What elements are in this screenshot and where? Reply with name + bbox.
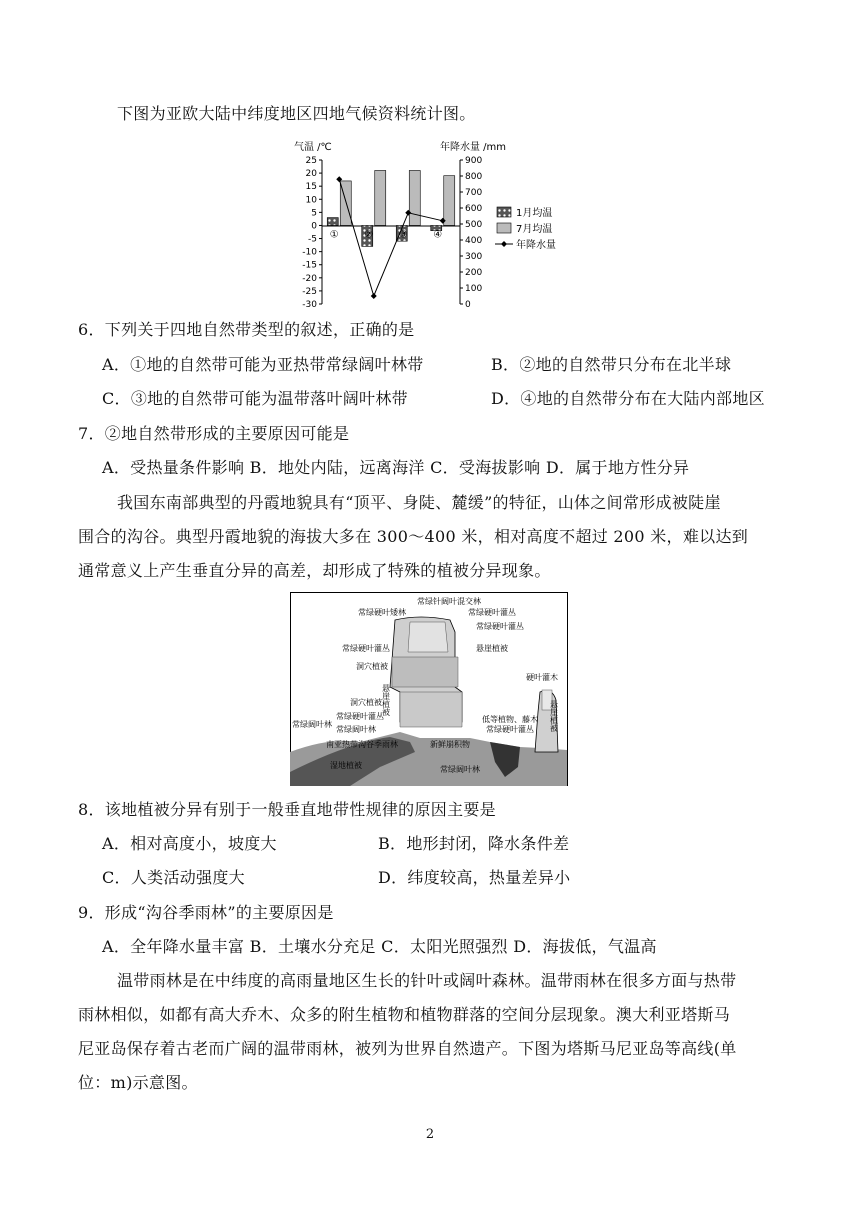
- label-cave2: 洞穴植被: [350, 698, 382, 707]
- category-label: ④: [433, 229, 443, 241]
- label-hard-shrub: 硬叶灌木: [526, 673, 558, 682]
- label-cliff-far: 悬崖植被: [549, 700, 559, 732]
- para2-line3: 通常意义上产生垂直分异的高差，却形成了特殊的植被分异现象。: [78, 561, 551, 580]
- label-shrub-low: 常绿硬叶灌丛: [336, 712, 384, 721]
- y-tick-label: 25: [305, 156, 317, 166]
- para3-line4: 位：m)示意图。: [78, 1073, 198, 1092]
- y-axis-label: 气温 /℃: [294, 142, 332, 153]
- legend-label-jul: 7月均温: [516, 224, 553, 235]
- label-broad-low: 常绿阔叶林: [336, 725, 376, 734]
- precip-point: [371, 293, 377, 299]
- y-tick-label: -25: [302, 286, 317, 297]
- intro-text: 下图为亚欧大陆中纬度地区四地气候资料统计图。: [117, 104, 476, 123]
- q9-stem: 9．形成“沟谷季雨林”的主要原因是: [78, 903, 334, 922]
- y2-axis-label: 年降水量 /mm: [440, 142, 507, 153]
- y2-tick-label: 300: [465, 252, 483, 262]
- label-cliff-r: 悬崖植被: [476, 644, 508, 653]
- y2-tick-label: 400: [465, 236, 483, 246]
- q8-option-c[interactable]: C．人类活动强度大: [102, 868, 245, 887]
- para2-line1: 我国东南部典型的丹霞地貌具有“顶平、身陡、麓缓”的特征，山体之间常形成被陡崖: [117, 493, 721, 512]
- category-label: ①: [329, 229, 339, 241]
- label-cliff-mid: 悬崖植被: [381, 684, 391, 716]
- y-tick-label: 20: [305, 169, 317, 180]
- label-evergreen-left: 常绿阔叶林: [292, 720, 332, 729]
- y-tick-label: 5: [311, 208, 317, 219]
- q6-stem: 6．下列关于四地自然带类型的叙述，正确的是: [78, 320, 415, 339]
- y-tick-label: -30: [302, 300, 317, 310]
- legend-swatch-jan: [497, 207, 511, 217]
- label-lower-plants: 低等植物、藤木: [482, 715, 538, 724]
- y-tick-label: 15: [305, 182, 317, 193]
- bar-jul: [444, 176, 455, 226]
- y2-tick-label: 800: [465, 172, 483, 182]
- y2-tick-label: 900: [465, 156, 483, 166]
- para3-line1: 温带雨林是在中纬度的高雨量地区生长的针叶或阔叶森林。温带雨林在很多方面与热带: [117, 971, 737, 990]
- label-shrub-r1: 常绿硬叶灌丛: [468, 608, 516, 617]
- label-deposit: 新鲜崩积物: [430, 740, 470, 749]
- label-scrub-top: 常绿硬叶矮林: [358, 608, 406, 617]
- category-label: ③: [398, 229, 408, 241]
- para3-line3: 尼亚岛保存着古老而广阔的温带雨林，被列为世界自然遗产。下图为塔斯马尼亚岛等高线(单: [78, 1039, 737, 1058]
- q8-option-a[interactable]: A．相对高度小，坡度大: [102, 834, 277, 853]
- legend-label-jan: 1月均温: [516, 208, 553, 219]
- q9-options[interactable]: A．全年降水量丰富 B．土壤水分充足 C．太阳光照强烈 D．海拔低，气温高: [102, 937, 657, 956]
- label-shrub-r2: 常绿硬叶灌丛: [476, 622, 524, 631]
- climate-chart: [292, 138, 592, 313]
- q8-option-d[interactable]: D．纬度较高，热量差异小: [378, 868, 571, 887]
- label-cave1: 洞穴植被: [356, 662, 388, 671]
- para2-line2: 围合的沟谷。典型丹霞地貌的海拔大多在 300～400 米，相对高度不超过 200 米，难以达到: [78, 527, 749, 546]
- y-tick-label: 0: [311, 221, 317, 232]
- y-tick-label: -10: [302, 247, 317, 258]
- q6-option-a[interactable]: A．①地的自然带可能为亚热带常绿阔叶林带: [102, 355, 424, 374]
- q6-option-c[interactable]: C．③地的自然带可能为温带落叶阔叶林带: [102, 389, 408, 408]
- q6-option-b[interactable]: B．②地的自然带只分布在北半球: [491, 355, 732, 374]
- y2-tick-label: 200: [465, 268, 483, 278]
- label-wetland: 湿地植被: [330, 761, 362, 770]
- para3-line2: 雨林相似，如都有高大乔木、众多的附生植物和植物群落的空间分层现象。澳大利亚塔斯马: [78, 1005, 731, 1024]
- bar-jul: [375, 170, 386, 225]
- q8-option-b[interactable]: B．地形封闭，降水条件差: [378, 834, 570, 853]
- q6-option-d[interactable]: D．④地的自然带分布在大陆内部地区: [491, 389, 765, 408]
- q7-options[interactable]: A．受热量条件影响 B．地处内陆，远离海洋 C．受海拔影响 D．属于地方性分异: [102, 458, 690, 477]
- page-number: 2: [425, 1127, 435, 1142]
- q7-stem: 7．②地自然带形成的主要原因可能是: [78, 424, 350, 443]
- bar-jan: [327, 218, 338, 226]
- y-tick-label: 10: [305, 195, 317, 206]
- label-top: 常绿针阔叶混交林: [417, 597, 481, 606]
- y2-tick-label: 700: [465, 188, 483, 198]
- label-shrub-l: 常绿硬叶灌丛: [342, 644, 390, 653]
- legend-swatch-jul: [497, 223, 511, 233]
- danxia-vegetation-diagram: [290, 592, 568, 786]
- y2-tick-label: 0: [465, 300, 471, 310]
- label-monsoon: 南亚热带沟谷季雨林: [326, 740, 398, 749]
- y2-tick-label: 100: [465, 284, 483, 294]
- category-label: ②: [364, 229, 374, 241]
- q8-stem: 8．该地植被分异有别于一般垂直地带性规律的原因主要是: [78, 800, 496, 819]
- y-tick-label: -15: [302, 260, 317, 271]
- label-bottom-forest: 常绿阔叶林: [440, 765, 480, 774]
- bar-jul: [409, 170, 420, 225]
- y-tick-label: -20: [302, 273, 317, 284]
- label-shrub-low2: 常绿硬叶灌丛: [486, 725, 534, 734]
- legend-label-precip: 年降水量: [516, 240, 556, 251]
- y2-tick-label: 600: [465, 204, 483, 214]
- y2-tick-label: 500: [465, 220, 483, 230]
- y-tick-label: -5: [308, 234, 317, 245]
